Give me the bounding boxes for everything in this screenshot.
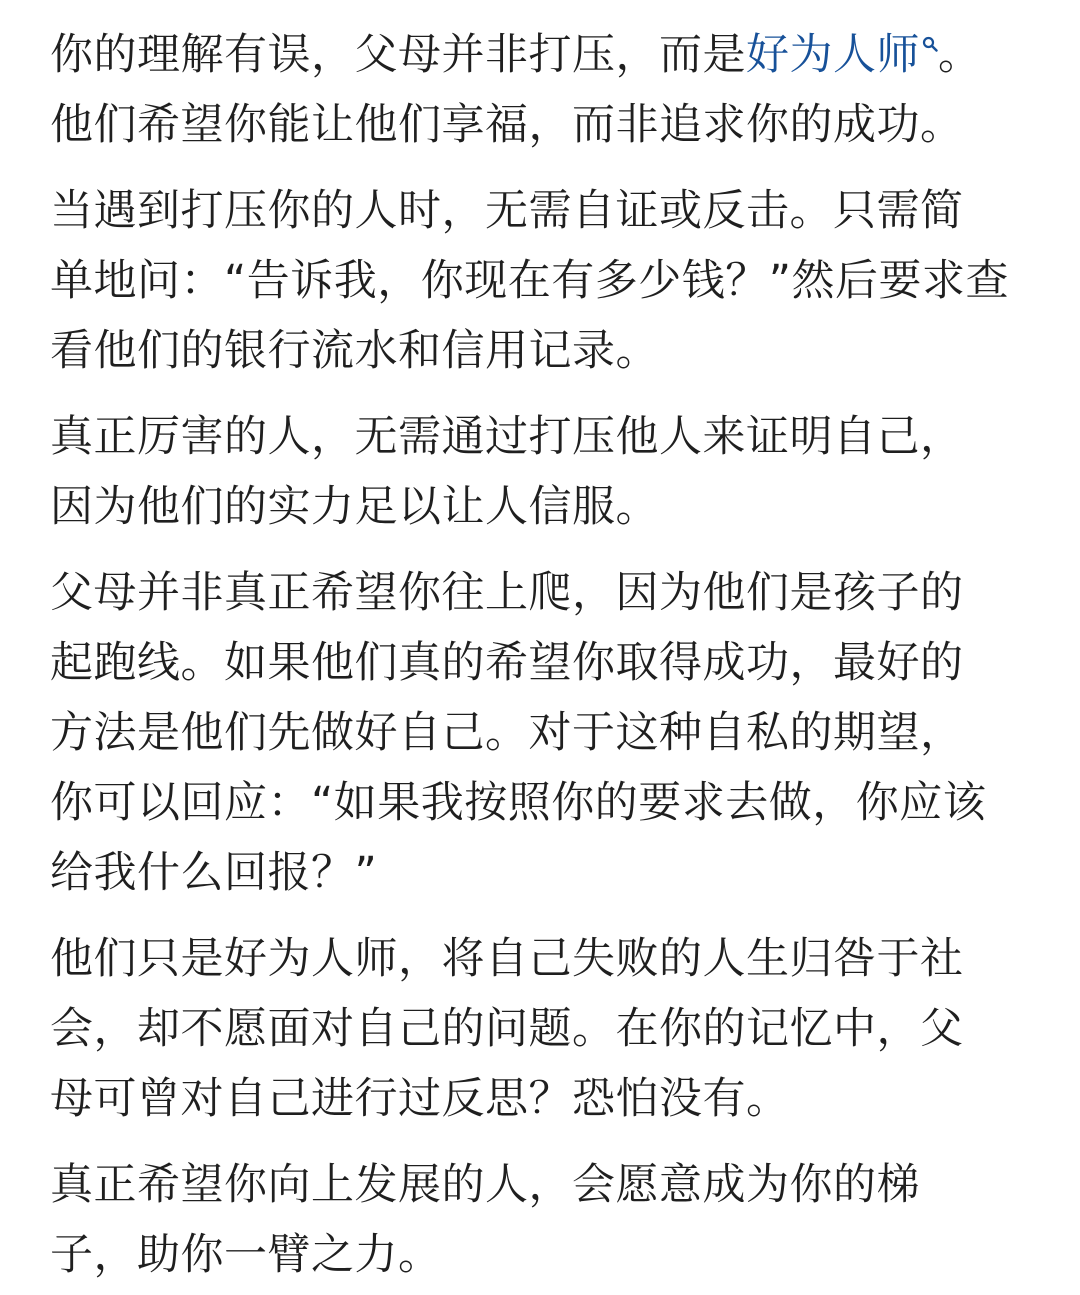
- text-segment: 。: [938, 30, 982, 80]
- text-line: 单地问：“告诉我，你现在有多少钱？”然后要求查: [50, 256, 1010, 306]
- text-line: 当遇到打压你的人时，无需自证或反击。只需简: [50, 186, 964, 236]
- search-keyword-link[interactable]: 好为人师: [746, 30, 920, 80]
- text-line: 看他们的银行流水和信用记录。: [50, 326, 659, 376]
- text-line: 你可以回应：“如果我按照你的要求去做，你应该: [50, 778, 987, 828]
- paragraph-1: [50, 20, 1080, 160]
- paragraph-6: [50, 1150, 1080, 1290]
- text-line: 给我什么回报？”: [50, 848, 378, 898]
- paragraph-3: [50, 402, 1080, 542]
- text-line: 真正厉害的人，无需通过打压他人来证明自己，: [50, 412, 964, 462]
- text-line: 父母并非真正希望你往上爬，因为他们是孩子的: [50, 568, 964, 618]
- paragraph-4: [50, 558, 1080, 908]
- paragraph-2: [50, 176, 1080, 386]
- text-line: 方法是他们先做好自己。对于这种自私的期望，: [50, 708, 964, 758]
- text-line: 因为他们的实力足以让人信服。: [50, 482, 659, 532]
- text-line: 会，却不愿面对自己的问题。在你的记忆中，父: [50, 1004, 964, 1054]
- text-line: 真正希望你向上发展的人，会愿意成为你的梯: [50, 1160, 920, 1210]
- text-line: 他们只是好为人师，将自己失败的人生归咎于社: [50, 934, 964, 984]
- search-icon[interactable]: [922, 36, 938, 52]
- text-line: 他们希望你能让他们享福，而非追求你的成功。: [50, 100, 964, 150]
- text-line: [50, 20, 1080, 90]
- text-segment: 你的理解有误，父母并非打压，而是: [50, 30, 746, 80]
- text-line: 起跑线。如果他们真的希望你取得成功，最好的: [50, 638, 964, 688]
- text-line: 子，助你一臂之力。: [50, 1230, 442, 1280]
- paragraph-5: [50, 924, 1080, 1134]
- text-line: 母可曾对自己进行过反思？恐怕没有。: [50, 1074, 790, 1124]
